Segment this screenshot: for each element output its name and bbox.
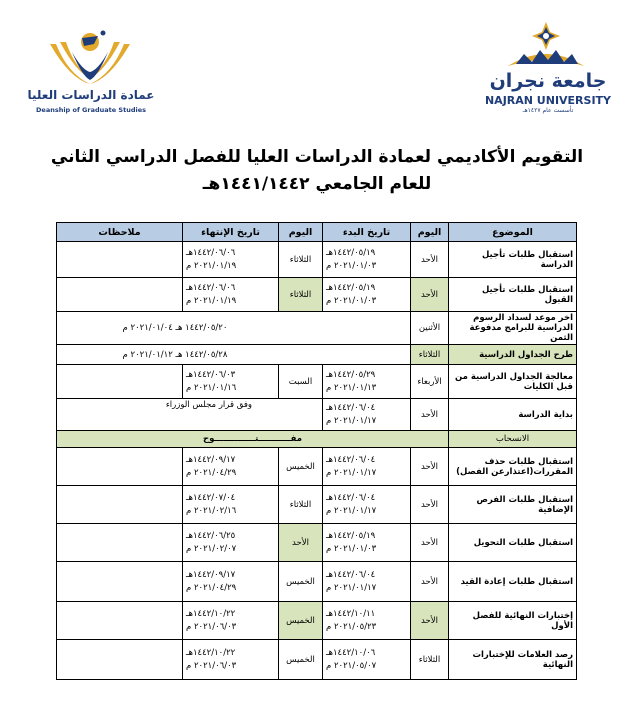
start-gregorian: ٢٠٢١/٠١/١٧ م [326,467,377,478]
row-merged-date: ١٤٤٢/٠٥/٢٠ هـ ٢٠٢١/٠١/٠٤ م [57,312,411,345]
row-topic: استقبال طلبات الفرص الإضافية [449,486,577,524]
end-gregorian: ٢٠٢١/٠٢/٠٧ م [186,543,237,554]
row-day-start: الثلاثاء [411,640,449,680]
end-gregorian: ٢٠٢١/٠١/١٩ م [186,260,237,271]
section-row-withdrawal [57,431,577,448]
row-start-date [323,602,411,640]
section-value: مفـــــــــــتــــــــــــــوح [57,431,449,448]
row-day-end: الخميس [279,640,323,680]
end-gregorian: ٢٠٢١/٠٤/٢٩ م [186,467,237,478]
start-gregorian: ٢٠٢١/٠١/١٣ م [326,382,377,393]
row-day-end: الخميس [279,448,323,486]
row-topic: طرح الجداول الدراسية [449,345,577,365]
table-row [57,562,577,602]
start-hijri: ١٤٤٢/٠٦/٠٤هـ [326,454,376,465]
row-end-date [183,278,279,312]
start-gregorian: ٢٠٢١/٠١/٠٣ م [326,543,377,554]
end-hijri: ١٤٤٢/٠٦/٠٣هـ [186,369,236,380]
table-row [57,640,577,680]
header-topic: الموضوع [449,223,577,242]
row-notes [57,602,183,640]
row-day-end: الخميس [279,562,323,602]
table-row [57,278,577,312]
table-row [57,486,577,524]
end-hijri: ١٤٤٢/٠٦/٠٦هـ [186,247,236,258]
academic-calendar-table [56,222,577,680]
row-day-end: الثلاثاء [279,242,323,278]
header-end-date: تاريخ الإنتهاء [183,223,279,242]
row-end-date [183,486,279,524]
table-row [57,365,577,399]
row-end-date [183,242,279,278]
row-topic: اخر موعد لسداد الرسوم الدراسية للبرامج مدفوعة الثمن [449,312,577,345]
row-notes [57,242,183,278]
najran-logo-english: NAJRAN UNIVERSITY [484,94,612,107]
row-topic: معالجة الجداول الدراسية من قبل الكليات [449,365,577,399]
end-hijri: ١٤٤٢/٠٩/١٧هـ [186,569,236,580]
table-row [57,602,577,640]
row-end-date [183,640,279,680]
row-day-end: الخميس [279,602,323,640]
row-start-date [323,448,411,486]
deanship-logo [10,14,170,118]
end-hijri: ١٤٤٢/٠٦/٠٦هـ [186,282,236,293]
row-notes [57,486,183,524]
row-topic: استقبال طلبات تأجيل القبول [449,278,577,312]
start-gregorian: ٢٠٢١/٠١/١٧ م [326,505,377,516]
deanship-logo-arabic: عمادة الدراسات العليا [27,88,155,102]
najran-university-logo [478,14,628,118]
table-row [57,242,577,278]
end-note-text: وفق قرار مجلس الوزراء [165,400,252,410]
row-notes [57,448,183,486]
row-day-end: الأحد [279,524,323,562]
row-day-start: الأحد [411,242,449,278]
row-end-note [57,399,323,431]
najran-logo-tagline: تأسست عام ١٤٢٧هـ [522,107,574,114]
row-end-date [183,524,279,562]
row-start-date [323,524,411,562]
header-day-start: اليوم [411,223,449,242]
start-gregorian: ٢٠٢١/٠١/١٧ م [326,415,377,426]
row-topic: رصد العلامات للإختبارات النهائية [449,640,577,680]
header-notes: ملاحظات [57,223,183,242]
row-end-date [183,448,279,486]
row-notes [57,365,183,399]
row-start-date [323,278,411,312]
header-start-date: تاريخ البدء [323,223,411,242]
end-hijri: ١٤٤٢/١٠/٢٢هـ [186,647,236,658]
row-day-start: الأحد [411,562,449,602]
table-row [57,448,577,486]
row-day-start: الأربعاء [411,365,449,399]
deanship-logo-english: Deanship of Graduate Studies [36,106,146,114]
row-day-end: الثلاثاء [279,278,323,312]
table-row [57,524,577,562]
table-header-row [57,223,577,242]
row-day-end: السبت [279,365,323,399]
row-day-start: الأثنين [411,312,449,345]
start-hijri: ١٤٤٢/٠٦/٠٤هـ [326,402,376,413]
table-row [57,312,577,345]
row-topic: بداية الدراسة [449,399,577,431]
start-hijri: ١٤٤٢/٠٥/١٩هـ [326,247,376,258]
table-row [57,399,577,431]
row-day-start: الأحد [411,448,449,486]
row-end-date [183,602,279,640]
row-notes [57,562,183,602]
row-topic: إختبارات النهائية للفصل الأول [449,602,577,640]
start-hijri: ١٤٤٢/٠٥/١٩هـ [326,282,376,293]
row-end-date [183,562,279,602]
start-gregorian: ٢٠٢١/٠١/٠٣ م [326,260,377,271]
row-notes [57,524,183,562]
row-topic: استقبال طلبات تأجيل الدراسة [449,242,577,278]
end-gregorian: ٢٠٢١/٠١/١٩ م [186,295,237,306]
row-day-start: الأحد [411,486,449,524]
start-hijri: ١٤٤٢/٠٦/٠٤هـ [326,569,376,580]
start-hijri: ١٤٤٢/١٠/٠٦هـ [326,647,376,658]
start-hijri: ١٤٤٢/٠٦/٠٤هـ [326,492,376,503]
start-hijri: ١٤٤٢/٠٥/٢٩هـ [326,369,376,380]
row-day-start: الأحد [411,524,449,562]
najran-logo-arabic: جامعة نجران [489,70,607,92]
document-subtitle: للعام الجامعي ١٤٤١/١٤٤٢هـ [202,174,432,194]
end-hijri: ١٤٤٢/٠٩/١٧هـ [186,454,236,465]
row-start-date [323,365,411,399]
header-day-end: اليوم [279,223,323,242]
section-title: الانسحاب [449,431,577,448]
start-hijri: ١٤٤٢/١٠/١١هـ [326,608,376,619]
end-hijri: ١٤٤٢/٠٧/٠٤هـ [186,492,236,503]
end-gregorian: ٢٠٢١/٠٦/٠٣ م [186,660,237,671]
row-merged-date: ١٤٤٢/٠٥/٢٨ هـ ٢٠٢١/٠١/١٢ م [57,345,411,365]
row-day-start: الأحد [411,399,449,431]
row-start-date [323,562,411,602]
row-start-date [323,242,411,278]
row-start-date [323,399,411,431]
table-row [57,345,577,365]
row-start-date [323,486,411,524]
start-hijri: ١٤٤٢/٠٥/١٩هـ [326,530,376,541]
start-gregorian: ٢٠٢١/٠١/١٧ م [326,582,377,593]
row-end-date [183,365,279,399]
end-hijri: ١٤٤٢/٠٦/٢٥هـ [186,530,236,541]
row-notes [57,278,183,312]
start-gregorian: ٢٠٢١/٠١/٠٣ م [326,295,377,306]
end-gregorian: ٢٠٢١/٠٦/٠٣ م [186,621,237,632]
end-gregorian: ٢٠٢١/٠٢/١٦ م [186,505,237,516]
end-gregorian: ٢٠٢١/٠١/١٦ م [186,382,237,393]
end-hijri: ١٤٤٢/١٠/٢٢هـ [186,608,236,619]
row-day-start: الأحد [411,278,449,312]
end-gregorian: ٢٠٢١/٠٤/٢٩ م [186,582,237,593]
row-day-end: الثلاثاء [279,486,323,524]
row-notes [57,640,183,680]
row-start-date [323,640,411,680]
row-topic: استقبال طلبات التحويل [449,524,577,562]
document-title: التقويم الأكاديمي لعمادة الدراسات العليا للفصل الدراسي الثاني [50,147,584,167]
row-topic: استقبال طلبات إعادة القيد [449,562,577,602]
row-topic: استقبال طلبات حذف المقررات(اعتذارعن الفصل) [449,448,577,486]
start-gregorian: ٢٠٢١/٠٥/٠٧ م [326,660,377,671]
start-gregorian: ٢٠٢١/٠٥/٢٣ م [326,621,377,632]
row-day-start: الثلاثاء [411,345,449,365]
row-day-start: الأحد [411,602,449,640]
